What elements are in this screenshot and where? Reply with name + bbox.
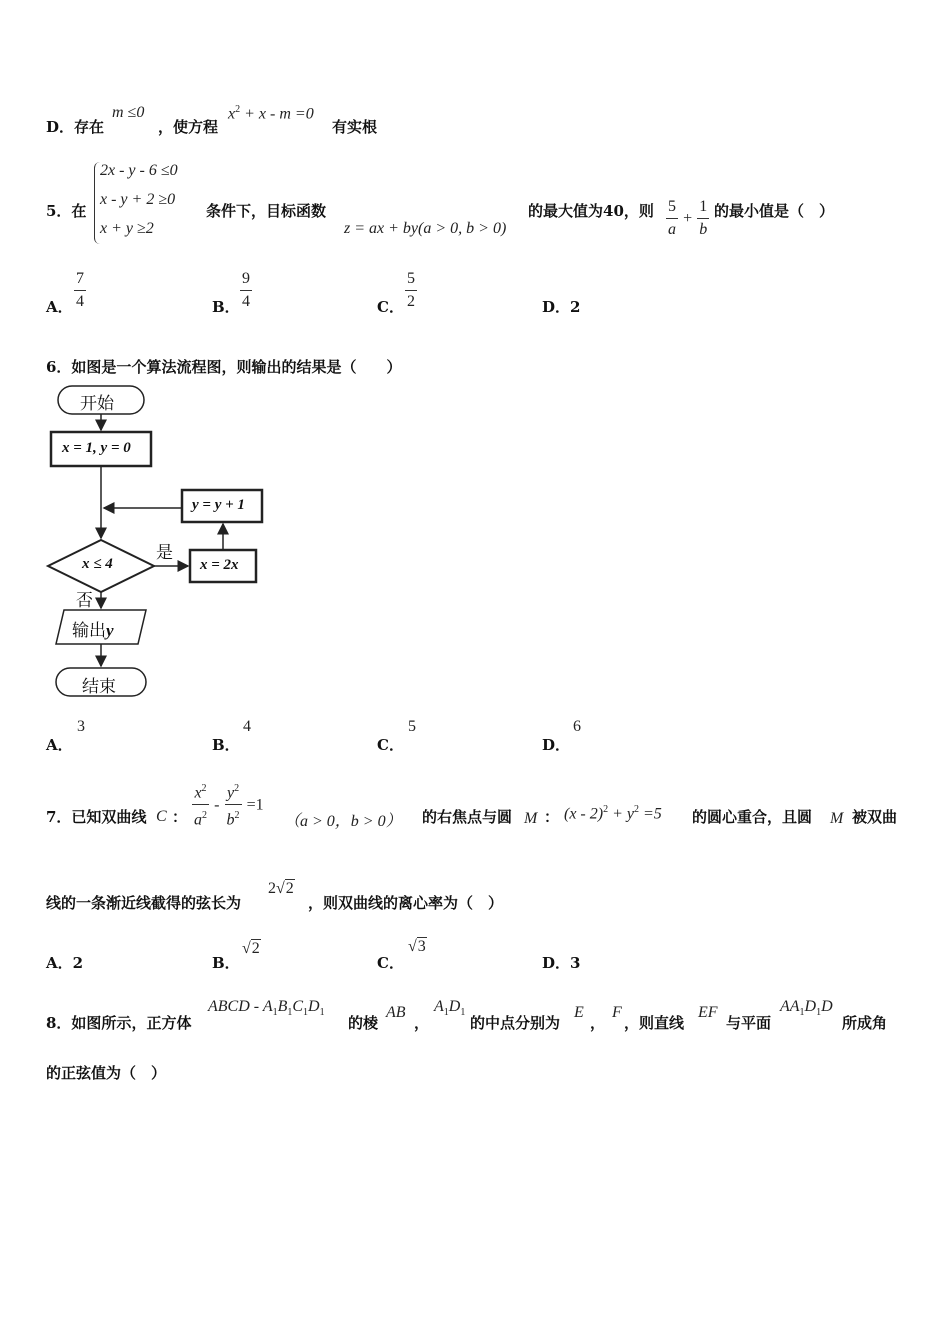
q7-m: M bbox=[524, 810, 538, 827]
q7-hyperbola-equation: $\frac{x^2}{a^2}$ - $\frac{y^2}{b^2}$ =1 bbox=[192, 778, 264, 832]
q7-frac-y2-b2: $\frac{y^2}{b^2}$ bbox=[225, 778, 242, 832]
q7-chord-length: 2√2 bbox=[268, 880, 294, 897]
q8-e: E bbox=[574, 1004, 584, 1021]
flowchart-end-label: 结束 bbox=[82, 677, 116, 697]
q8-sep-2: ， bbox=[590, 1014, 606, 1032]
q8-text-2: 的棱 bbox=[348, 1014, 379, 1032]
flowchart-init-label: x = 1, y = 0 bbox=[62, 440, 131, 456]
q6-option-b-label: B． bbox=[212, 736, 240, 754]
q6-option-c-value: 5 bbox=[408, 718, 416, 735]
q8-ef: EF bbox=[698, 1004, 718, 1021]
q4d-label: D．存在 bbox=[46, 118, 105, 136]
q7-m-2: M bbox=[830, 810, 844, 827]
q7-colon: ： bbox=[172, 808, 188, 826]
q7-option-a: A．2 bbox=[46, 954, 84, 972]
q4d-m-condition: m ≤0 bbox=[112, 104, 145, 121]
q6-option-d-label: D． bbox=[542, 736, 571, 754]
question-5 bbox=[46, 158, 916, 248]
q6-options bbox=[46, 718, 846, 754]
q7-circle-equation: $(x - 2)^2 + y^2 =5$ bbox=[564, 804, 662, 823]
q5-expression: $\frac{5}{a}$ + $\frac{1}{b}$ bbox=[666, 196, 709, 241]
question-7 bbox=[46, 776, 916, 836]
q7-line2-text-1: 线的一条渐近线截得的弦长为 bbox=[46, 894, 242, 912]
q8-ab: AB bbox=[386, 1004, 406, 1021]
q4d-end-text: 有实根 bbox=[332, 118, 378, 136]
q6-option-d-value: 6 bbox=[573, 718, 581, 735]
flowchart-step1-label: x = 2x bbox=[200, 557, 239, 573]
flowchart-condition-label: x ≤ 4 bbox=[82, 556, 113, 572]
q7-option-b-label: B． bbox=[212, 954, 240, 972]
q5-objective: z = ax + by(a > 0, b > 0) bbox=[344, 220, 507, 237]
q5-frac-5-over-a: $\frac{5}{a}$ bbox=[668, 198, 676, 238]
q7-line-2 bbox=[46, 876, 746, 916]
q8-f: F bbox=[612, 1004, 622, 1021]
q5-constraint-1: 2x - y - 6 ≤0 bbox=[100, 162, 178, 179]
q6-option-b-value: 4 bbox=[243, 718, 251, 735]
q4d-equation: $x^2 + x - m =0$ bbox=[228, 104, 314, 123]
q6-option-a-value: 3 bbox=[77, 718, 85, 735]
q7-text-1: 7．已知双曲线 bbox=[46, 808, 147, 826]
q7-text-2: 的右焦点与圆 bbox=[422, 808, 513, 826]
q6-flowchart bbox=[44, 382, 274, 702]
q5-constraint-2: x - y + 2 ≥0 bbox=[100, 191, 176, 208]
q5-label: 5．在 bbox=[46, 202, 87, 220]
q7-option-d: D．3 bbox=[542, 954, 581, 972]
q5-option-c-value: $\frac{5}{2}$ bbox=[407, 270, 415, 310]
q5-text-1: 条件下，目标函数 bbox=[206, 202, 327, 220]
question-8 bbox=[46, 994, 916, 1034]
flowchart-step2-label: y = y + 1 bbox=[192, 497, 245, 513]
q7-text-3: 的圆心重合，且圆 bbox=[692, 808, 813, 826]
flowchart-start-label: 开始 bbox=[80, 394, 114, 414]
q8-text-1: 8．如图所示，正方体 bbox=[46, 1014, 192, 1032]
q7-line2-text-2: ，则双曲线的离心率为（ ） bbox=[308, 894, 504, 912]
q5-option-c-label: C． bbox=[377, 298, 404, 316]
q7-option-c-label: C． bbox=[377, 954, 404, 972]
q5-option-d-label: D．2 bbox=[542, 298, 581, 316]
q7-option-c-value: √3 bbox=[408, 938, 426, 955]
q5-options bbox=[46, 268, 846, 322]
q7-frac-x2-a2: $\frac{x^2}{a^2}$ bbox=[192, 778, 209, 832]
q8-a1d1: $A_1D_1$ bbox=[434, 998, 466, 1019]
q6-text: 6．如图是一个算法流程图，则输出的结果是（ ） bbox=[46, 358, 402, 376]
q6-option-a-label: A． bbox=[46, 736, 73, 754]
q8-text-4: ，则直线 bbox=[624, 1014, 685, 1032]
q6-option-c-label: C． bbox=[377, 736, 404, 754]
q7-text-4: 被双曲 bbox=[852, 808, 898, 826]
q8-text-6: 所成角 bbox=[842, 1014, 888, 1032]
q7-options bbox=[46, 938, 846, 974]
q4d-mid-text: ，使方程 bbox=[158, 118, 219, 136]
q5-option-b-label: B． bbox=[212, 298, 240, 316]
q7-c: C bbox=[156, 808, 167, 825]
flowchart-output-label: 输出y bbox=[72, 621, 114, 641]
q8-text-3: 的中点分别为 bbox=[470, 1014, 561, 1032]
q5-option-b-value: $\frac{9}{4}$ bbox=[242, 270, 250, 310]
q5-option-a-value: $\frac{7}{4}$ bbox=[76, 270, 84, 310]
flowchart-no-label: 否 bbox=[76, 591, 93, 611]
q8-line-2: 的正弦值为（ ） bbox=[46, 1064, 167, 1082]
q5-text-3: 的最小值是（ ） bbox=[714, 202, 835, 220]
q7-colon-2: ： bbox=[544, 808, 560, 826]
q5-frac-1-over-b: $\frac{1}{b}$ bbox=[699, 198, 708, 238]
q7-option-b-value: √2 bbox=[242, 940, 260, 957]
q7-condition: （a > 0，b > 0） bbox=[284, 813, 402, 830]
flowchart-yes-label: 是 bbox=[156, 543, 173, 563]
q8-sep-1: ， bbox=[414, 1014, 430, 1032]
q5-option-a-label: A． bbox=[46, 298, 73, 316]
q8-plane: $AA_1D_1D$ bbox=[780, 998, 833, 1019]
q8-cube: ABCD - $A_1B_1C_1D_1$ bbox=[208, 998, 325, 1019]
q5-constraint-3: x + y ≥2 bbox=[100, 220, 154, 237]
q8-text-5: 与平面 bbox=[726, 1014, 772, 1032]
q5-text-2: 的最大值为40，则 bbox=[528, 202, 654, 220]
